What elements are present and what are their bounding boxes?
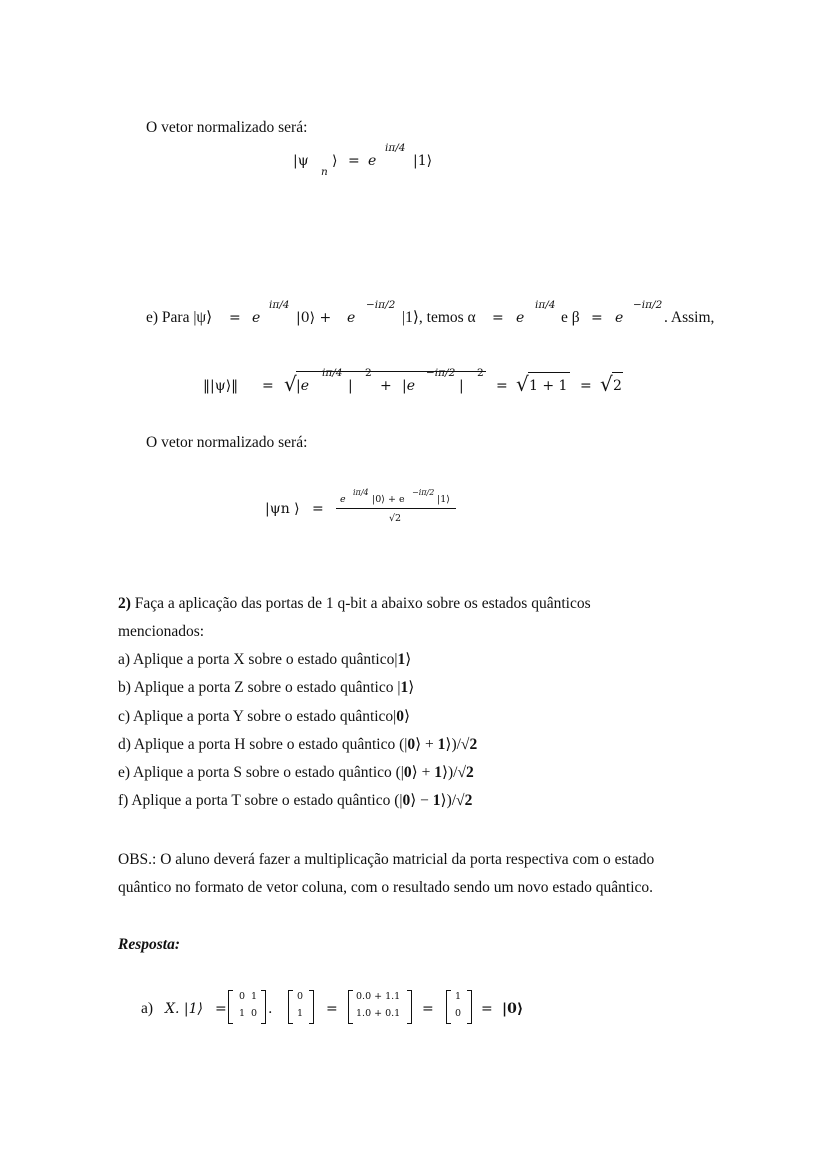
- question-item-f: f) Aplique a porta T sobre o estado quântico (|0⟩ − 1⟩)/√2: [118, 792, 473, 809]
- question-2-line2: mencionados:: [118, 623, 205, 640]
- normalized-vector-label-2: O vetor normalizado será:: [146, 434, 308, 451]
- question-item-c: c) Aplique a porta Y sobre o estado quântico|0⟩: [118, 708, 411, 725]
- question-item-d: d) Aplique a porta H sobre o estado quântico (|0⟩ + 1⟩)/√2: [118, 736, 478, 753]
- obs-line1: OBS.: O aluno deverá fazer a multiplicação matricial da porta respectiva com o estado: [118, 851, 655, 868]
- question-2-line1: 2) Faça a aplicação das portas de 1 q-bit a abaixo sobre os estados quânticos: [118, 595, 591, 612]
- normalized-vector-label-1: O vetor normalizado será:: [146, 119, 308, 136]
- question-item-e: e) Aplique a porta S sobre o estado quântico (|0⟩ + 1⟩)/√2: [118, 764, 474, 781]
- obs-line2: quântico no formato de vetor coluna, com o resultado sendo um novo estado quântico.: [118, 879, 654, 896]
- question-item-a: a) Aplique a porta X sobre o estado quântico|1⟩: [118, 651, 412, 668]
- matrix-x-gate: [228, 990, 266, 1024]
- resposta-heading: Resposta:: [118, 936, 180, 953]
- question-item-b: b) Aplique a porta Z sobre o estado quântico |1⟩: [118, 679, 415, 696]
